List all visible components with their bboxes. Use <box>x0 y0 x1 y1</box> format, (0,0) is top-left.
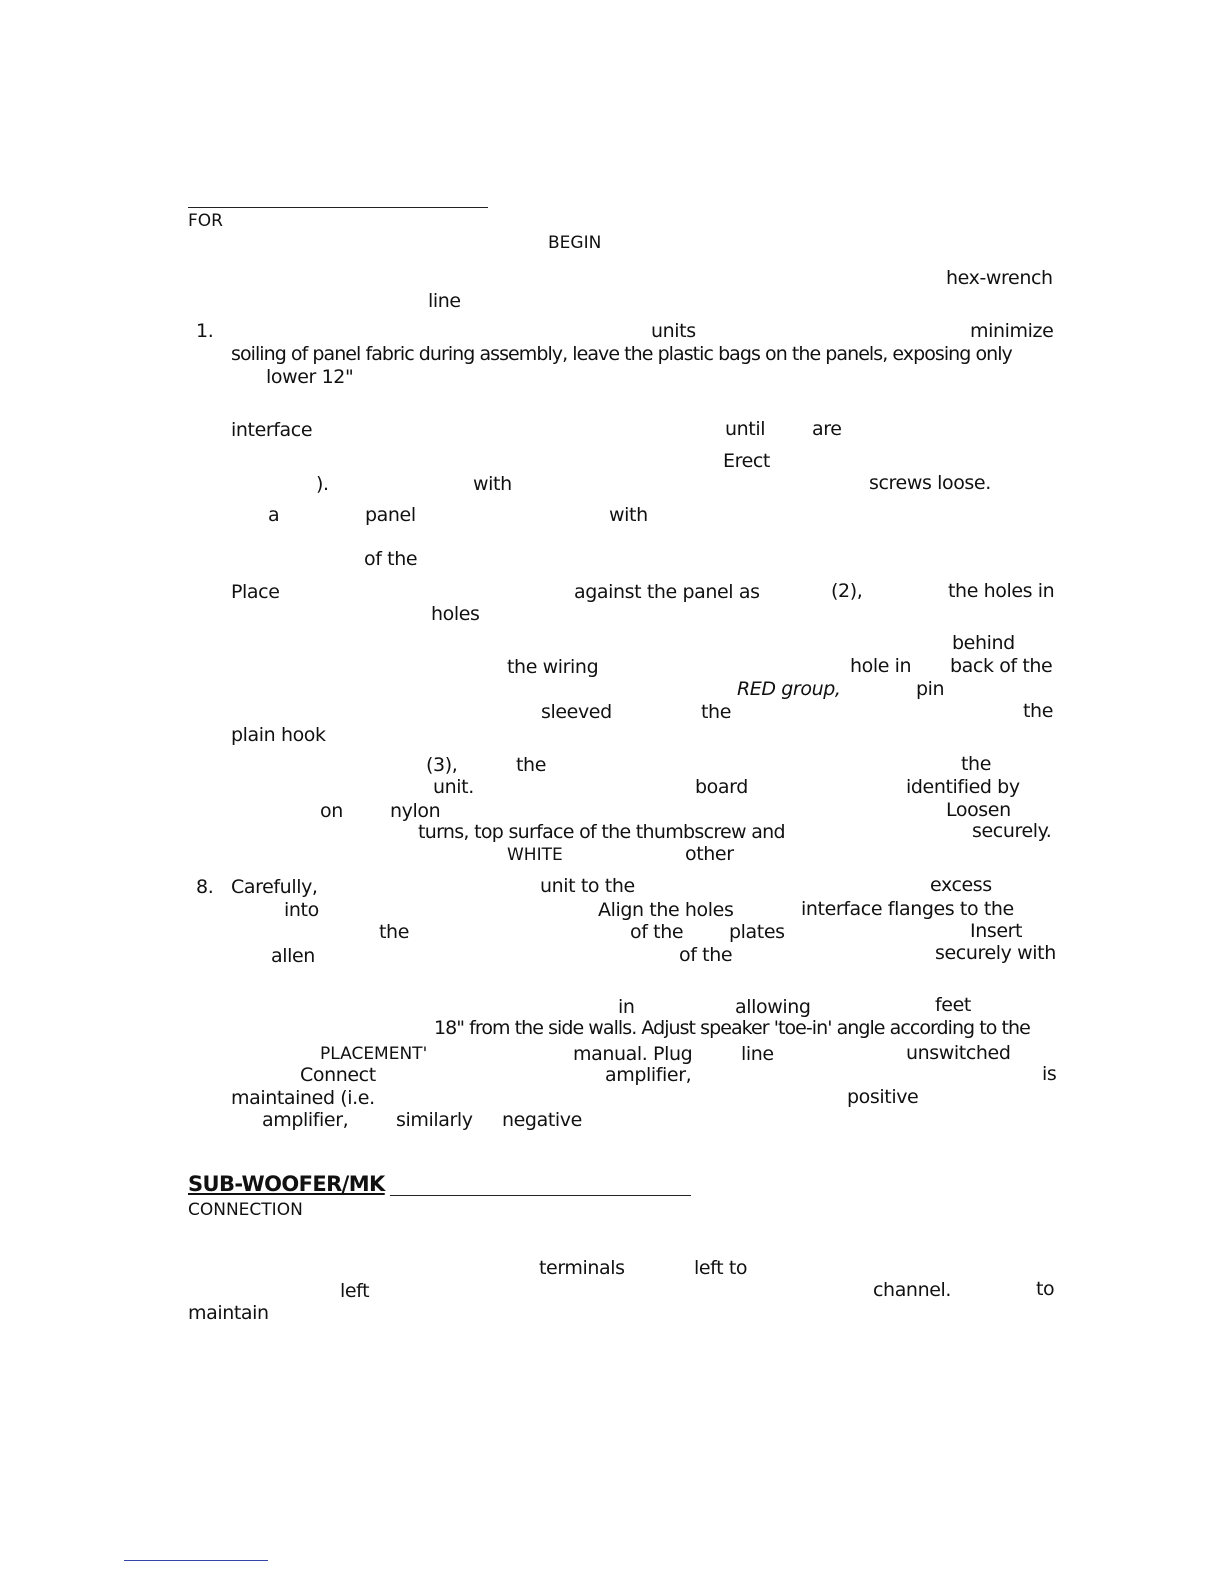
step-1-units: units <box>651 320 696 342</box>
panel-with-word: with <box>609 504 648 526</box>
allowing-word: allowing <box>735 996 811 1018</box>
terminals-word: terminals <box>539 1257 625 1279</box>
subwoofer-heading-rule <box>390 1195 691 1196</box>
placement-line-word: line <box>741 1043 774 1065</box>
of-the-a-phrase: of the <box>630 921 684 943</box>
a-word: a <box>268 504 280 526</box>
similarly-word: similarly <box>396 1109 473 1131</box>
against-phrase: against the panel as <box>574 581 760 603</box>
channel-word: channel. <box>873 1279 952 1301</box>
unit-to-the-phrase: unit to the <box>540 875 635 897</box>
sleeved-word: sleeved <box>541 701 612 723</box>
section-heading-rule <box>188 207 488 208</box>
align-phrase: Align the holes <box>598 899 734 921</box>
amplifier-a-word: amplifier, <box>605 1064 692 1086</box>
line-word: line <box>428 290 461 312</box>
interface-word: interface <box>231 419 313 441</box>
place-word: Place <box>231 581 280 603</box>
section-heading-label: FOR <box>188 211 223 231</box>
of-the-b-phrase: of the <box>679 944 733 966</box>
loosen-word: Loosen <box>946 799 1011 821</box>
white-label: WHITE <box>507 845 563 865</box>
side-walls-phrase: 18" from the side walls. Adjust speaker 'toe-in' angle according to the <box>434 1017 1030 1039</box>
with-word: with <box>473 473 512 495</box>
the-word-b: the <box>1023 700 1053 722</box>
footer-rule <box>124 1560 268 1561</box>
unswitched-word: unswitched <box>906 1042 1011 1064</box>
step-1-full-line: soiling of panel fabric during assembly, leave the plastic bags on the panels, exposing only <box>231 343 1012 365</box>
screws-loose-word: screws loose. <box>869 472 991 494</box>
negative-word: negative <box>502 1109 582 1131</box>
carefully-word: Carefully, <box>231 876 318 898</box>
board-the-a: the <box>516 754 546 776</box>
unit-word: unit. <box>433 776 474 798</box>
until-word: until <box>725 418 766 440</box>
allen-word: allen <box>271 945 315 967</box>
excess-word: excess <box>930 874 992 896</box>
the-holes-in-phrase: the holes in <box>948 580 1055 602</box>
interface-flanges-phrase: interface flanges to the <box>801 898 1014 920</box>
begin-word: BEGIN <box>548 233 602 253</box>
maintained-phrase: maintained (i.e. <box>231 1087 375 1109</box>
step-1-number: 1. <box>196 320 214 342</box>
other-word: other <box>685 843 734 865</box>
panel-word: panel <box>365 504 416 526</box>
maintain-word: maintain <box>188 1302 269 1324</box>
left-word: left <box>340 1280 370 1302</box>
are-word: are <box>812 418 842 440</box>
to-word: to <box>1036 1278 1055 1300</box>
hex-wrench-word: hex-wrench <box>946 267 1053 289</box>
step-8-number: 8. <box>196 876 214 898</box>
holes-word: holes <box>431 603 480 625</box>
subwoofer-heading: SUB-WOOFER/MK <box>188 1172 385 1196</box>
turns-phrase: turns, top surface of the thumbscrew and <box>418 821 785 843</box>
connect-word: Connect <box>300 1064 376 1086</box>
figure-2-ref: (2), <box>831 580 863 602</box>
positive-word: positive <box>847 1086 919 1108</box>
pin-word: pin <box>916 678 945 700</box>
securely-with-phrase: securely with <box>935 942 1056 964</box>
behind-word: behind <box>952 632 1015 654</box>
step-8-the: the <box>379 921 409 943</box>
is-word: is <box>1042 1063 1057 1085</box>
amplifier-b-word: amplifier, <box>262 1109 349 1131</box>
step-1-minimize: minimize <box>970 320 1054 342</box>
the-word-a: the <box>701 701 731 723</box>
connection-subheading: CONNECTION <box>188 1200 303 1220</box>
manual-plug-phrase: manual. Plug <box>573 1043 693 1065</box>
identified-by-phrase: identified by <box>906 776 1020 798</box>
feet-word: feet <box>935 994 971 1016</box>
step-1-lower: lower 12" <box>266 366 354 388</box>
paren-word: ). <box>316 473 329 495</box>
board-the-b: the <box>961 753 991 775</box>
placement-label: PLACEMENT' <box>320 1044 428 1064</box>
figure-3-ref: (3), <box>426 754 458 776</box>
back-of-the-phrase: back of the <box>950 655 1053 677</box>
securely-word: securely. <box>972 820 1052 842</box>
insert-word: Insert <box>970 920 1023 942</box>
the-wiring-phrase: the wiring <box>507 656 599 678</box>
hole-in-phrase: hole in <box>850 655 912 677</box>
erect-word: Erect <box>723 450 770 472</box>
on-word: on <box>320 800 343 822</box>
left-to-phrase: left to <box>694 1257 748 1279</box>
plates-word: plates <box>729 921 785 943</box>
nylon-word: nylon <box>390 800 441 822</box>
red-group-label: RED group, <box>737 678 841 700</box>
board-word: board <box>695 776 748 798</box>
in-word: in <box>618 996 635 1018</box>
into-word: into <box>284 899 319 921</box>
plain-hook-phrase: plain hook <box>231 724 326 746</box>
of-the-word: of the <box>364 548 418 570</box>
